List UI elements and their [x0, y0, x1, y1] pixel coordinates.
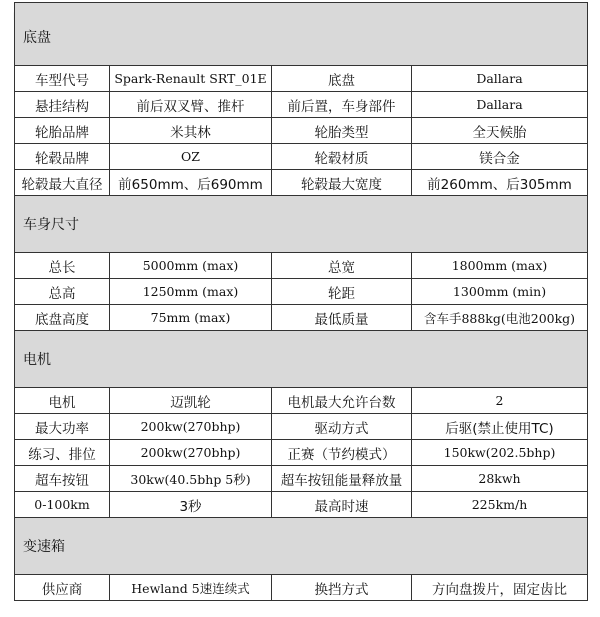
spec-table	[14, 2, 588, 601]
spec-label: 0-100km	[15, 492, 110, 518]
table-row	[15, 305, 588, 331]
table-row	[15, 388, 588, 414]
spec-label: 最高时速	[272, 492, 412, 518]
spec-label: 轮胎类型	[272, 118, 412, 144]
spec-value: Dallara	[412, 92, 588, 118]
spec-label: 轮毂材质	[272, 144, 412, 170]
table-row	[15, 253, 588, 279]
spec-label: 电机最大允许台数	[272, 388, 412, 414]
spec-value: 225km/h	[412, 492, 588, 518]
section-title: 底盘	[15, 3, 588, 66]
spec-label: 供应商	[15, 575, 110, 601]
spec-label: 轮距	[272, 279, 412, 305]
spec-label: 电机	[15, 388, 110, 414]
table-row	[15, 575, 588, 601]
spec-value: 米其林	[110, 118, 272, 144]
spec-value: 5000mm (max)	[110, 253, 272, 279]
spec-value: 75mm (max)	[110, 305, 272, 331]
table-row	[15, 118, 588, 144]
table-row	[15, 144, 588, 170]
spec-value: 1800mm (max)	[412, 253, 588, 279]
spec-label: 练习、排位	[15, 440, 110, 466]
spec-label: 驱动方式	[272, 414, 412, 440]
table-row	[15, 414, 588, 440]
table-row	[15, 492, 588, 518]
section-title: 变速箱	[15, 518, 588, 575]
spec-label: 车型代号	[15, 66, 110, 92]
spec-label: 总高	[15, 279, 110, 305]
table-row	[15, 92, 588, 118]
spec-label: 底盘	[272, 66, 412, 92]
spec-value: 30kw(40.5bhp 5秒)	[110, 466, 272, 492]
spec-label: 轮胎品牌	[15, 118, 110, 144]
spec-value: 迈凯轮	[110, 388, 272, 414]
spec-label: 正赛（节约模式）	[272, 440, 412, 466]
table-row	[15, 170, 588, 196]
section-header-body-dimensions	[15, 196, 588, 253]
spec-label: 超车按钮	[15, 466, 110, 492]
spec-label: 悬挂结构	[15, 92, 110, 118]
spec-value: 全天候胎	[412, 118, 588, 144]
section-header-motor	[15, 331, 588, 388]
section-title: 车身尺寸	[15, 196, 588, 253]
section-header-gearbox	[15, 518, 588, 575]
table-row	[15, 279, 588, 305]
spec-label: 轮毂最大宽度	[272, 170, 412, 196]
spec-label: 轮毂最大直径	[15, 170, 110, 196]
table-row	[15, 466, 588, 492]
spec-value: 前后双叉臂、推杆	[110, 92, 272, 118]
spec-value: 前650mm、后690mm	[110, 170, 272, 196]
spec-value: Spark-Renault SRT_01E	[110, 66, 272, 92]
table-row	[15, 440, 588, 466]
spec-label: 总宽	[272, 253, 412, 279]
spec-value: Dallara	[412, 66, 588, 92]
section-header-chassis	[15, 3, 588, 66]
spec-value: 1300mm (min)	[412, 279, 588, 305]
spec-label: 底盘高度	[15, 305, 110, 331]
spec-value: 镁合金	[412, 144, 588, 170]
spec-value: Hewland 5速连续式	[110, 575, 272, 601]
spec-value: 后驱(禁止使用TC)	[412, 414, 588, 440]
spec-value: 200kw(270bhp)	[110, 414, 272, 440]
spec-value: 含车手888kg(电池200kg)	[412, 305, 588, 331]
spec-value: 1250mm (max)	[110, 279, 272, 305]
spec-label: 前后置，车身部件	[272, 92, 412, 118]
table-row	[15, 66, 588, 92]
spec-label: 超车按钮能量释放量	[272, 466, 412, 492]
section-title: 电机	[15, 331, 588, 388]
spec-value: 2	[412, 388, 588, 414]
spec-label: 最大功率	[15, 414, 110, 440]
spec-label: 总长	[15, 253, 110, 279]
spec-value: 方向盘拨片，固定齿比	[412, 575, 588, 601]
spec-label: 换挡方式	[272, 575, 412, 601]
spec-value: 28kwh	[412, 466, 588, 492]
spec-value: 200kw(270bhp)	[110, 440, 272, 466]
spec-label: 轮毂品牌	[15, 144, 110, 170]
spec-value: 150kw(202.5bhp)	[412, 440, 588, 466]
spec-label: 最低质量	[272, 305, 412, 331]
spec-value: OZ	[110, 144, 272, 170]
spec-value: 3秒	[110, 492, 272, 518]
spec-value: 前260mm、后305mm	[412, 170, 588, 196]
